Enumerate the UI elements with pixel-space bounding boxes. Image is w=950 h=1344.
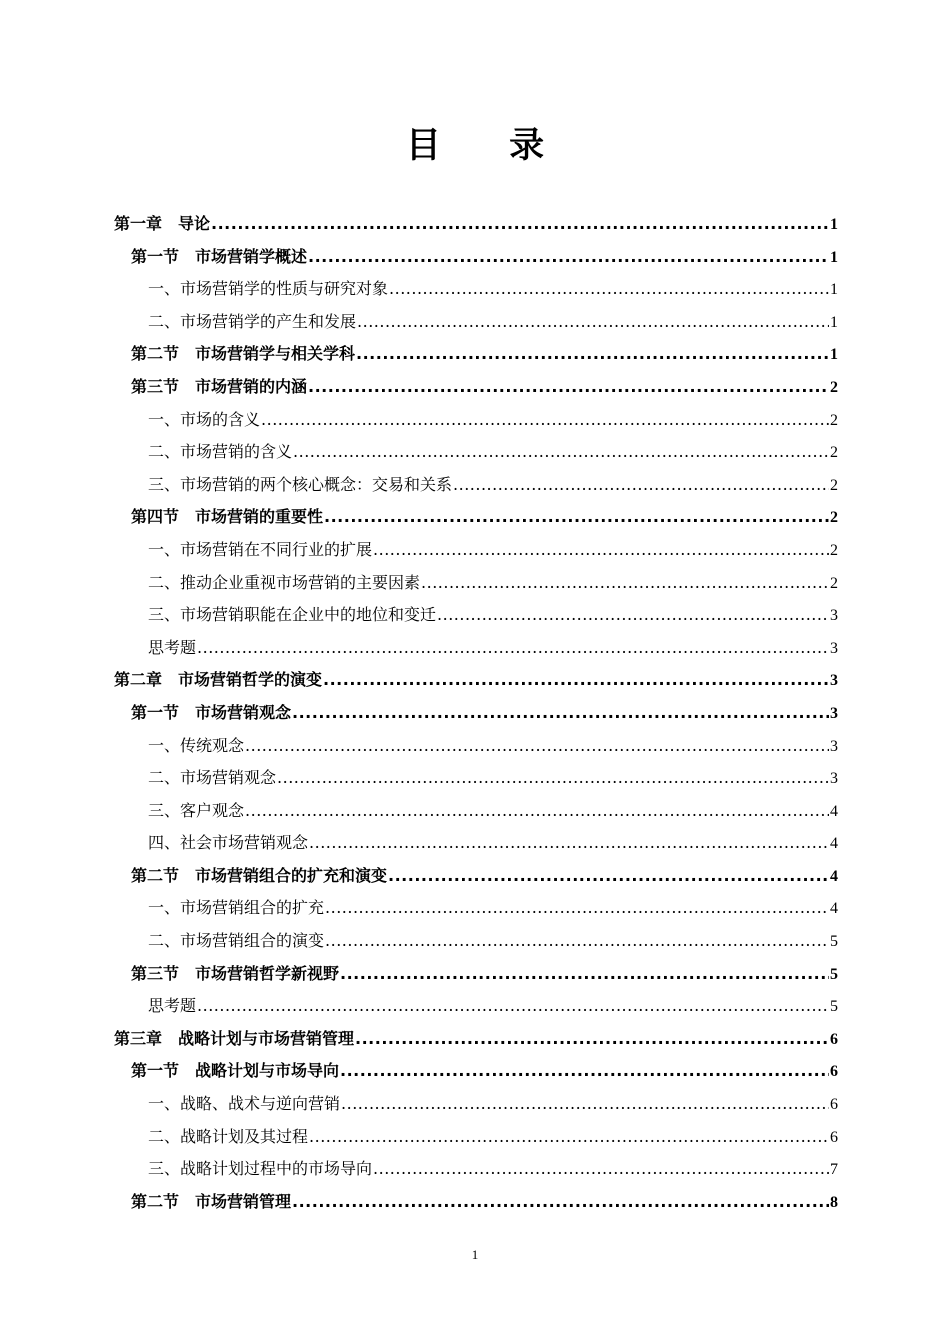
toc-entry[interactable] — [114, 990, 838, 1023]
dot-leader — [340, 958, 829, 991]
dot-leader — [357, 306, 829, 339]
toc-entry[interactable] — [114, 1186, 838, 1219]
toc-entry[interactable] — [114, 958, 838, 991]
toc-entry-page: 2 — [830, 411, 838, 429]
toc-entry-text: 二、市场营销观念 — [148, 768, 277, 788]
toc-entry[interactable] — [114, 632, 838, 665]
toc-entry[interactable] — [114, 1121, 838, 1154]
dot-leader — [325, 925, 829, 958]
toc-entry-page: 6 — [830, 1063, 838, 1081]
toc-entry-text: 第一节 市场营销观念 — [131, 702, 292, 722]
toc-entry[interactable] — [114, 762, 838, 795]
toc-entry-text: 一、市场营销在不同行业的扩展 — [148, 539, 373, 559]
dot-leader — [308, 371, 829, 404]
toc-entry-page: 3 — [830, 672, 838, 690]
toc-entry-page: 1 — [830, 248, 838, 266]
toc-entry[interactable] — [114, 567, 838, 600]
page-title: 目 录 — [405, 126, 573, 166]
dot-leader — [437, 599, 829, 632]
toc-entry-text: 一、市场营销学的性质与研究对象 — [148, 279, 389, 299]
toc-entry-text: 二、推动企业重视市场营销的主要因素 — [148, 572, 421, 592]
toc-entry[interactable] — [114, 469, 838, 502]
toc-entry-text: 一、市场的含义 — [148, 409, 261, 429]
dot-leader — [325, 892, 829, 925]
dot-leader — [309, 1121, 829, 1154]
toc-entry-text: 四、社会市场营销观念 — [148, 833, 309, 853]
toc-entry-text: 第一节 市场营销学概述 — [131, 246, 308, 266]
toc-entry-text: 三、客户观念 — [148, 800, 245, 820]
toc-entry-text: 三、战略计划过程中的市场导向 — [148, 1159, 373, 1179]
dot-leader — [324, 501, 829, 534]
toc-entry-text: 一、战略、战术与逆向营销 — [148, 1094, 341, 1114]
toc-entry-page: 5 — [830, 965, 838, 983]
dot-leader — [245, 730, 829, 763]
toc-entry-page: 2 — [830, 444, 838, 462]
toc-entry-page: 1 — [830, 346, 838, 364]
page-number: 1 — [471, 1247, 479, 1262]
dot-leader — [211, 208, 829, 241]
toc-entry[interactable] — [114, 1153, 838, 1186]
toc-entry-page: 1 — [830, 281, 838, 299]
toc-entry[interactable] — [114, 338, 838, 371]
toc-entry[interactable] — [114, 534, 838, 567]
toc-entry[interactable] — [114, 860, 838, 893]
toc-entry[interactable] — [114, 1055, 838, 1088]
toc-entry-text: 二、市场营销的含义 — [148, 442, 293, 462]
toc-entry[interactable] — [114, 664, 838, 697]
toc-entry-page: 7 — [830, 1161, 838, 1179]
dot-leader — [261, 404, 829, 437]
toc-entry[interactable] — [114, 892, 838, 925]
dot-leader — [355, 1023, 829, 1056]
toc-entry-page: 2 — [830, 476, 838, 494]
toc-entry-text: 思考题 — [148, 996, 197, 1016]
toc-entry-page: 8 — [830, 1193, 838, 1211]
dot-leader — [245, 795, 829, 828]
dot-leader — [277, 762, 829, 795]
toc-entry-text: 二、市场营销学的产生和发展 — [148, 311, 357, 331]
toc-entry[interactable] — [114, 827, 838, 860]
toc-entry-page: 6 — [830, 1096, 838, 1114]
dot-leader — [340, 1055, 829, 1088]
toc-entry-page: 3 — [830, 737, 838, 755]
dot-leader — [373, 1153, 829, 1186]
toc-entry[interactable] — [114, 730, 838, 763]
toc-entry-page: 4 — [830, 835, 838, 853]
dot-leader — [292, 1186, 829, 1219]
toc-entry[interactable] — [114, 501, 838, 534]
toc-entry[interactable] — [114, 697, 838, 730]
toc-entry[interactable] — [114, 1088, 838, 1121]
dot-leader — [308, 241, 829, 274]
toc-entry-text: 二、市场营销组合的演变 — [148, 931, 325, 951]
toc-entry[interactable] — [114, 599, 838, 632]
toc-entry-text: 二、战略计划及其过程 — [148, 1126, 309, 1146]
dot-leader — [388, 860, 829, 893]
toc-entry-page: 5 — [830, 998, 838, 1016]
toc-entry-page: 2 — [830, 541, 838, 559]
toc-entry-text: 第一节 战略计划与市场导向 — [131, 1061, 340, 1081]
toc-entry-page: 3 — [830, 639, 838, 657]
toc-entry-text: 第二节 市场营销管理 — [131, 1191, 292, 1211]
dot-leader — [309, 827, 829, 860]
toc-entry-text: 一、市场营销组合的扩充 — [148, 898, 325, 918]
dot-leader — [421, 567, 829, 600]
toc-entry-text: 思考题 — [148, 637, 197, 657]
toc-entry[interactable] — [114, 306, 838, 339]
toc-entry-text: 第三节 市场营销的内涵 — [131, 376, 308, 396]
toc-entry[interactable] — [114, 1023, 838, 1056]
toc-entry-page: 6 — [830, 1128, 838, 1146]
dot-leader — [389, 273, 829, 306]
dot-leader — [197, 990, 829, 1023]
toc-entry-page: 3 — [830, 770, 838, 788]
toc-entry-page: 6 — [830, 1030, 838, 1048]
dot-leader — [292, 697, 829, 730]
toc-entry[interactable] — [114, 404, 838, 437]
toc-entry-page: 3 — [830, 704, 838, 722]
toc-entry-text: 第一章 导论 — [114, 214, 211, 233]
dot-leader — [197, 632, 829, 665]
toc-entry-page: 2 — [830, 509, 838, 527]
toc-entry[interactable] — [114, 795, 838, 828]
toc-entry-text: 第三章 战略计划与市场营销管理 — [114, 1028, 355, 1048]
toc-entry[interactable] — [114, 371, 838, 404]
dot-leader — [453, 469, 829, 502]
toc-entry-page: 4 — [830, 900, 838, 918]
toc-entry[interactable] — [114, 273, 838, 306]
dot-leader — [323, 664, 829, 697]
dot-leader — [293, 436, 829, 469]
toc-entry[interactable] — [114, 241, 838, 274]
toc-entry-text: 一、传统观念 — [148, 735, 245, 755]
table-of-contents — [114, 208, 838, 1218]
dot-leader — [356, 338, 829, 371]
toc-entry-text: 第三节 市场营销哲学新视野 — [131, 963, 340, 983]
toc-entry-text: 第二节 市场营销组合的扩充和演变 — [131, 865, 388, 885]
toc-entry-page: 2 — [830, 378, 838, 396]
toc-entry-page: 2 — [830, 574, 838, 592]
dot-leader — [373, 534, 829, 567]
toc-entry-page: 5 — [830, 933, 838, 951]
toc-entry-text: 三、市场营销的两个核心概念：交易和关系 — [148, 474, 453, 494]
toc-entry-page: 4 — [830, 802, 838, 820]
toc-entry-page: 1 — [830, 216, 838, 233]
toc-entry[interactable] — [114, 436, 838, 469]
toc-entry-text: 第二章 市场营销哲学的演变 — [114, 670, 323, 690]
toc-entry-page: 1 — [830, 313, 838, 331]
toc-entry-text: 第四节 市场营销的重要性 — [131, 507, 324, 527]
toc-entry[interactable] — [114, 925, 838, 958]
toc-entry[interactable] — [114, 208, 838, 241]
dot-leader — [341, 1088, 829, 1121]
toc-entry-page: 4 — [830, 867, 838, 885]
toc-entry-page: 3 — [830, 607, 838, 625]
toc-entry-text: 三、市场营销职能在企业中的地位和变迁 — [148, 605, 437, 625]
toc-entry-text: 第二节 市场营销学与相关学科 — [131, 344, 356, 364]
